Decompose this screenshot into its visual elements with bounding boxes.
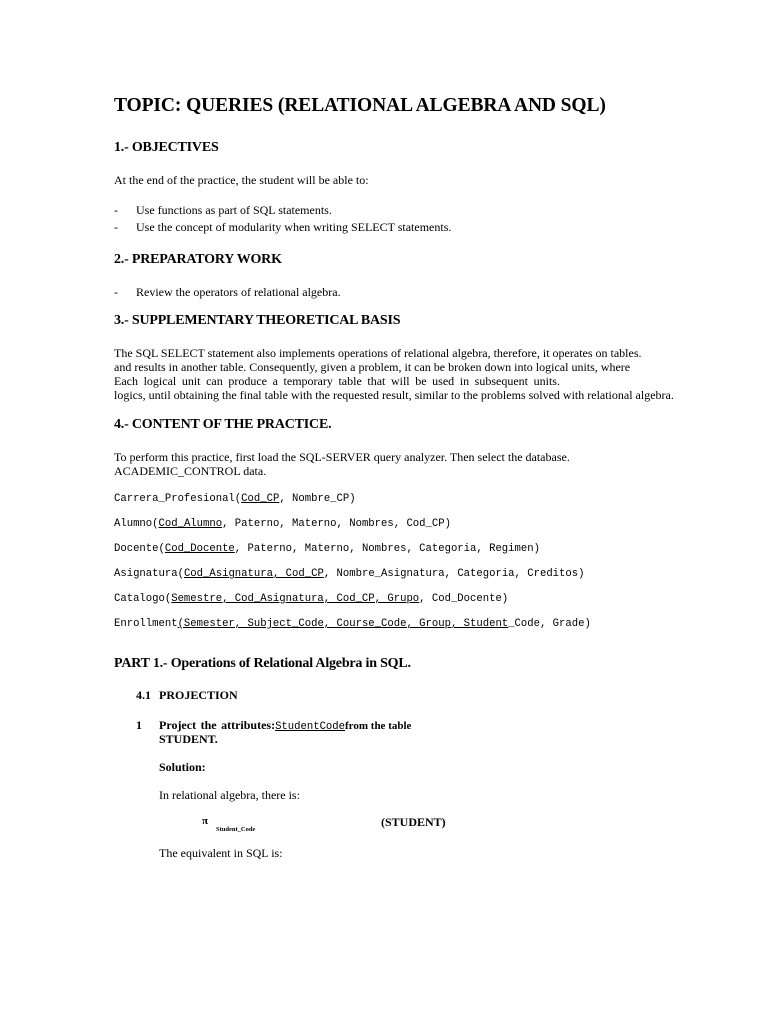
part1-heading: PART 1.- Operations of Relational Algebra in SQL. bbox=[114, 656, 411, 671]
primary-key: Semestre, Cod_Asignatura, Cod_CP, Grupo bbox=[171, 593, 420, 605]
preparatory-heading: 2.- PREPARATORY WORK bbox=[114, 252, 282, 267]
preparatory-item: Review the operators of relational algebra. bbox=[136, 285, 341, 299]
subsection-number: 4.1 bbox=[136, 688, 151, 702]
schema-line-catalogo: Catalogo(Semestre, Cod_Asignatura, Cod_CP, Grupo, Cod_Docente) bbox=[114, 593, 509, 605]
pi-symbol: π bbox=[202, 815, 209, 827]
objective-item: Use the concept of modularity when writing SELECT statements. bbox=[136, 220, 452, 234]
bullet-dash: - bbox=[114, 285, 118, 299]
content-heading: 4.- CONTENT OF THE PRACTICE. bbox=[114, 417, 332, 432]
supplementary-line: The SQL SELECT statement also implements operations of relational algebra, therefore, it operates on tables. bbox=[114, 346, 642, 360]
bullet-dash: - bbox=[114, 203, 118, 217]
relational-algebra-intro: In relational algebra, there is: bbox=[159, 788, 300, 802]
content-line: To perform this practice, first load the SQL-SERVER query analyzer. Then select the database. bbox=[114, 450, 570, 464]
bullet-dash: - bbox=[114, 220, 118, 234]
primary-key: Cod_Alumno bbox=[158, 518, 223, 530]
solution-label: Solution: bbox=[159, 760, 206, 774]
primary-key: Cod_Asignatura, Cod_CP bbox=[183, 568, 324, 580]
primary-key: (Semester, Subject_Code, Course_Code, Group, Student bbox=[177, 618, 509, 630]
document-title: TOPIC: QUERIES (RELATIONAL ALGEBRA AND SQL) bbox=[114, 95, 606, 116]
content-line: ACADEMIC_CONTROL data. bbox=[114, 464, 267, 478]
supplementary-heading: 3.- SUPPLEMENTARY THEORETICAL BASIS bbox=[114, 313, 401, 328]
sql-intro: The equivalent in SQL is: bbox=[159, 846, 283, 860]
supplementary-line: and results in another table. Consequently, given a problem, it can be broken down into logical units, where bbox=[114, 360, 631, 374]
primary-key: Cod_CP bbox=[241, 493, 280, 505]
schema-line-carrera: Carrera_Profesional(Cod_CP, Nombre_CP) bbox=[114, 493, 356, 505]
subsection-heading: PROJECTION bbox=[159, 688, 238, 702]
pi-subscript: Student_Code bbox=[216, 826, 256, 833]
objective-item: Use functions as part of SQL statements. bbox=[136, 203, 332, 217]
schema-line-alumno: Alumno(Cod_Alumno, Paterno, Materno, Nombres, Cod_CP) bbox=[114, 518, 451, 530]
exercise-statement-line2: STUDENT. bbox=[159, 732, 218, 746]
objectives-intro: At the end of the practice, the student will be able to: bbox=[114, 173, 369, 187]
exercise-number: 1 bbox=[136, 718, 142, 732]
schema-line-docente: Docente(Cod_Docente, Paterno, Materno, Nombres, Categoria, Regimen) bbox=[114, 543, 540, 555]
primary-key: Cod_Docente bbox=[164, 543, 235, 555]
supplementary-line: logics, until obtaining the final table with the requested result, similar to the problems solved with relational algebra. bbox=[114, 388, 674, 402]
exercise-statement: Project the attributes:StudentCodefrom the table bbox=[159, 718, 412, 733]
schema-line-asignatura: Asignatura(Cod_Asignatura, Cod_CP, Nombre_Asignatura, Categoria, Creditos) bbox=[114, 568, 585, 580]
relation-name: (STUDENT) bbox=[381, 815, 446, 829]
schema-line-enrollment: Enrollment(Semester, Subject_Code, Course_Code, Group, Student_Code, Grade) bbox=[114, 618, 591, 630]
attribute-code: StudentCode bbox=[275, 721, 346, 733]
objectives-heading: 1.- OBJECTIVES bbox=[114, 140, 219, 155]
supplementary-line: Each logical unit can produce a temporary table that will be used in subsequent units. bbox=[114, 374, 560, 388]
